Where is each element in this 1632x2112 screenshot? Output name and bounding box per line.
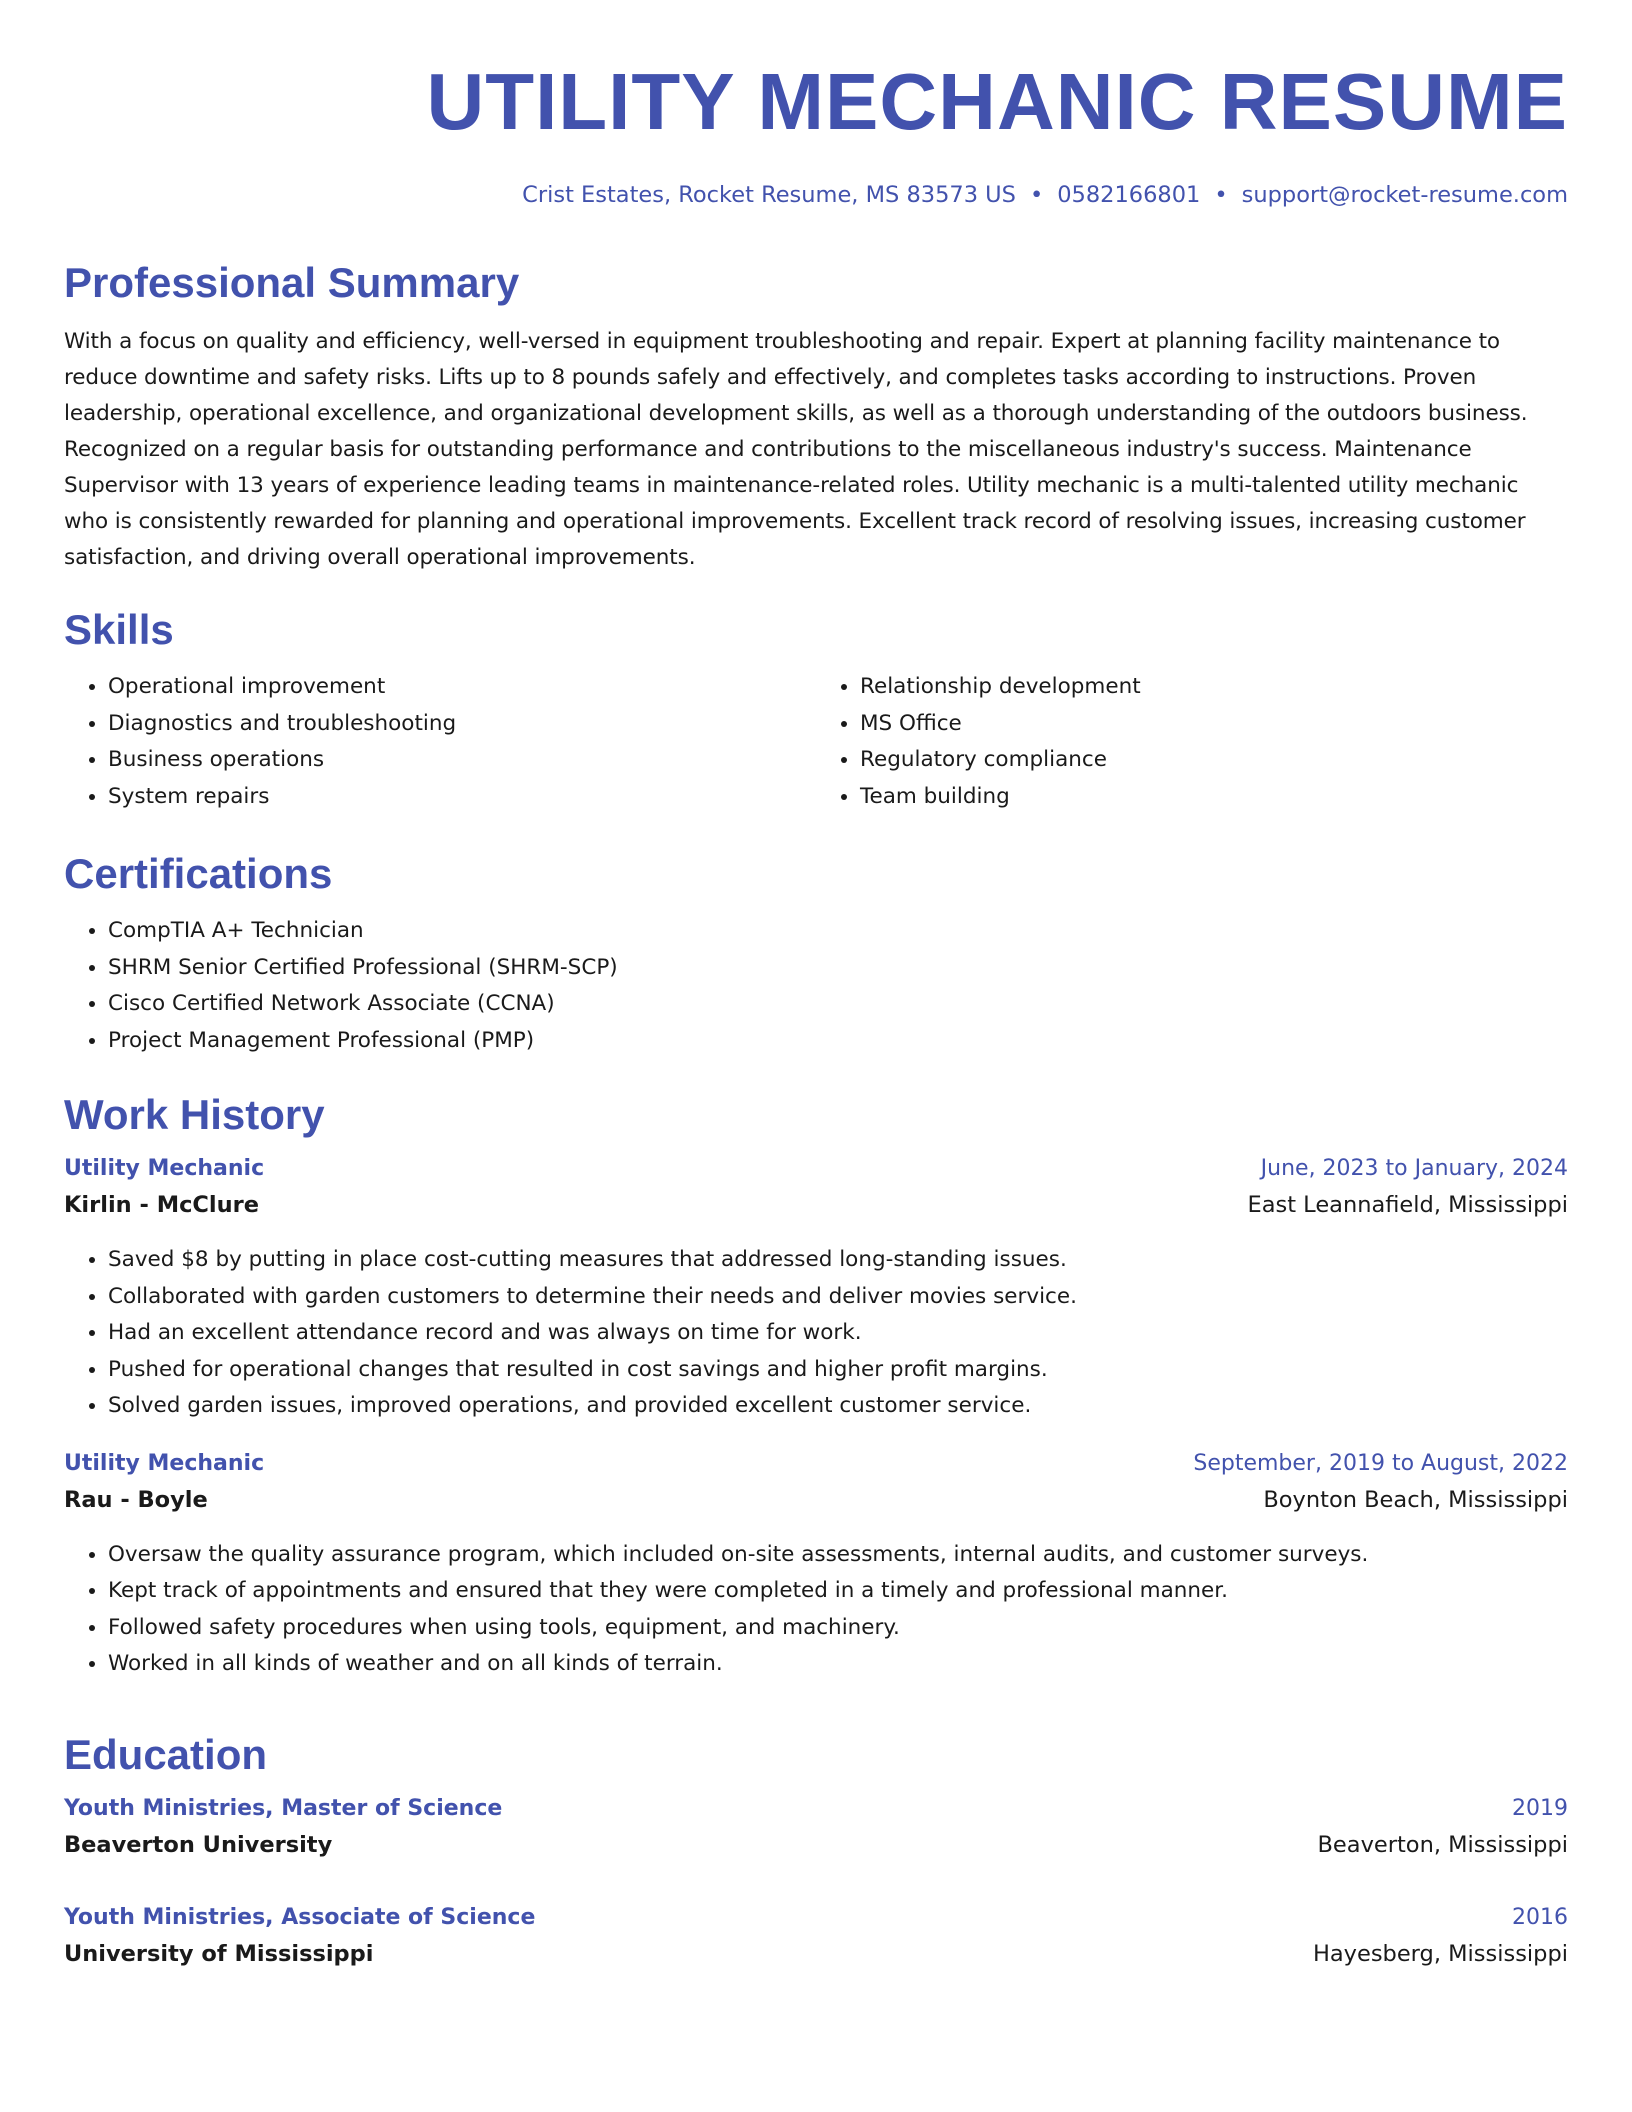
job-entry <box>64 1451 1568 1683</box>
skill-item: • Relationship development <box>860 669 1568 706</box>
skills-list-right <box>816 669 1568 815</box>
skills-list-left <box>64 669 816 815</box>
job-title: Utility Mechanic <box>64 1156 265 1182</box>
contact-line <box>64 182 1568 212</box>
job-company-row <box>64 1192 1568 1232</box>
job-duties-list <box>64 1537 1568 1683</box>
job-duty: • Had an excellent attendance record and was always on time for work. <box>108 1315 1568 1352</box>
education-degree: Youth Ministries, Master of Science <box>64 1796 503 1822</box>
job-company-row <box>64 1487 1568 1527</box>
education-entry <box>64 1905 1568 1981</box>
certifications-section <box>64 849 1568 1059</box>
job-duty: • Pushed for operational changes that resulted in cost savings and higher profit margins. <box>108 1352 1568 1389</box>
education-school-row <box>64 1941 1568 1981</box>
job-dates: June, 2023 to January, 2024 <box>1260 1156 1568 1182</box>
job-duty: • Oversaw the quality assurance program, which included on-site assessments, internal audits, and customer surveys. <box>108 1537 1568 1574</box>
job-duty: • Kept track of appointments and ensured that they were completed in a timely and professional manner. <box>108 1573 1568 1610</box>
certifications-list <box>64 913 1568 1059</box>
job-header-row <box>64 1156 1568 1192</box>
education-section <box>64 1730 1568 1981</box>
skills-heading: Skills <box>64 606 174 653</box>
skill-item: • Regulatory compliance <box>860 742 1568 779</box>
skill-item: • Diagnostics and troubleshooting <box>108 706 816 743</box>
summary-section <box>64 258 1568 576</box>
certifications-heading: Certifications <box>64 850 333 897</box>
job-duty: • Solved garden issues, improved operations, and provided excellent customer service. <box>108 1388 1568 1425</box>
job-location: Boynton Beach, Mississippi <box>1263 1486 1568 1513</box>
summary-text: With a focus on quality and efficiency, well-versed in equipment troubleshooting and repair. Expert at planning facility maintenance to reduce downtime and safety risks. Lifts up to 8 pounds safely and effectively, and completes tasks according to instructions. Proven leadership, operational excellence, and organizational development skills, as well as a thorough understanding of the outdoors business. Recognized on a regular basis for outstanding performance and contributions to the miscellaneous industry's success. Maintenance Supervisor with 13 years of experience leading teams in maintenance-related roles. Utility mechanic is a multi-talented utility mechanic who is consistently rewarded for planning and operational improvements. Excellent track record of resolving issues, increasing customer satisfaction, and driving overall operational improvements. <box>64 329 1528 571</box>
job-entry <box>64 1156 1568 1425</box>
job-duty: • Followed safety procedures when using tools, equipment, and machinery. <box>108 1610 1568 1647</box>
contact-address: Crist Estates, Rocket Resume, MS 83573 US <box>522 182 1016 208</box>
education-location: Hayesberg, Mississippi <box>1312 1941 1568 1968</box>
skill-item: • Business operations <box>108 742 816 779</box>
job-duty: • Worked in all kinds of weather and on all kinds of terrain. <box>108 1646 1568 1683</box>
education-year: 2019 <box>1512 1796 1568 1822</box>
skills-section <box>64 605 1568 815</box>
education-entry <box>64 1796 1568 1872</box>
resume-title: UTILITY MECHANIC RESUME <box>426 57 1568 146</box>
certification-item: • Cisco Certified Network Associate (CCNA) <box>108 986 1568 1023</box>
job-dates: September, 2019 to August, 2022 <box>1193 1450 1568 1476</box>
job-header-row <box>64 1451 1568 1487</box>
education-year: 2016 <box>1512 1905 1568 1931</box>
skill-item: • System repairs <box>108 779 816 816</box>
skill-item: • MS Office <box>860 706 1568 743</box>
job-location: East Leannafield, Mississippi <box>1247 1192 1568 1219</box>
education-header-row <box>64 1796 1568 1832</box>
job-duty: • Saved $8 by putting in place cost-cutting measures that addressed long-standing issues. <box>108 1242 1568 1279</box>
education-header-row <box>64 1905 1568 1941</box>
education-school-row <box>64 1832 1568 1872</box>
job-company: Rau - Boyle <box>64 1486 208 1513</box>
work-history-section <box>64 1090 1568 1683</box>
education-location: Beaverton, Mississippi <box>1317 1832 1568 1859</box>
job-company: Kirlin - McClure <box>64 1192 260 1219</box>
contact-email[interactable]: support@rocket-resume.com <box>1241 182 1568 208</box>
education-school: Beaverton University <box>64 1832 333 1859</box>
education-heading: Education <box>64 1731 268 1778</box>
certification-item: • CompTIA A+ Technician <box>108 913 1568 950</box>
skill-item: • Operational improvement <box>108 669 816 706</box>
contact-separator: • <box>1029 182 1044 208</box>
education-school: University of Mississippi <box>64 1941 374 1968</box>
skill-item: • Team building <box>860 779 1568 816</box>
contact-separator: • <box>1214 182 1228 208</box>
work-history-heading: Work History <box>64 1091 325 1138</box>
contact-phone: 0582166801 <box>1057 182 1201 208</box>
job-duty: • Collaborated with garden customers to determine their needs and deliver movies service. <box>108 1279 1568 1316</box>
certification-item: • SHRM Senior Certified Professional (SHRM-SCP) <box>108 950 1568 987</box>
education-degree: Youth Ministries, Associate of Science <box>64 1905 536 1931</box>
job-title: Utility Mechanic <box>64 1450 265 1476</box>
certification-item: • Project Management Professional (PMP) <box>108 1023 1568 1060</box>
job-duties-list <box>64 1242 1568 1425</box>
skills-grid <box>64 669 1568 815</box>
summary-heading: Professional Summary <box>64 259 520 306</box>
